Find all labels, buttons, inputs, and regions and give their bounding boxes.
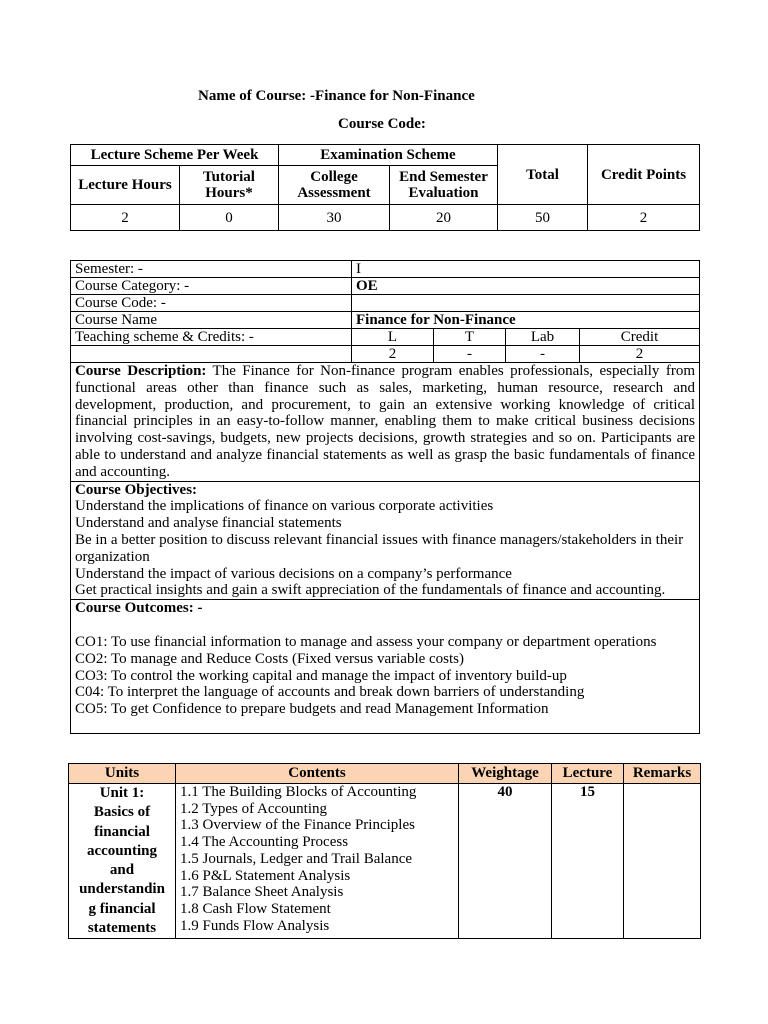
objective-item: Understand the implications of finance on various corporate activities	[75, 498, 494, 515]
course-name-label: Course Name	[71, 312, 352, 329]
weightage-header: Weightage	[459, 764, 552, 784]
teaching-scheme-label: Teaching scheme & Credits: -	[71, 329, 352, 346]
unit-title-line: financial	[94, 823, 150, 840]
outcomes-label: Course Outcomes: -	[75, 600, 203, 617]
unit-1-lecture: 15	[552, 784, 624, 939]
unit-1-weightage: 40	[459, 784, 552, 939]
objective-item: Understand and analyse financial statements	[75, 515, 342, 532]
end-semester-header: End Semester Evaluation	[390, 166, 498, 205]
content-item: 1.7 Balance Sheet Analysis	[180, 884, 344, 901]
lecture-hours-value: 2	[71, 205, 180, 231]
remarks-header: Remarks	[624, 764, 701, 784]
teaching-l-value: 2	[352, 346, 434, 363]
outcome-item: CO1: To use financial information to manage and assess your company or department operations	[75, 633, 657, 650]
course-description	[71, 363, 700, 482]
teaching-l-header: L	[352, 329, 434, 346]
total-value: 50	[498, 205, 588, 231]
unit-1-title	[69, 784, 176, 939]
scheme-table	[70, 144, 700, 231]
course-code-heading: Course Code:	[338, 116, 426, 132]
semester-value: I	[352, 261, 700, 278]
teaching-lab-value: -	[506, 346, 580, 363]
unit-title-line: Basics of	[93, 804, 151, 821]
content-item: 1.3 Overview of the Finance Principles	[180, 817, 415, 834]
teaching-t-value: -	[434, 346, 506, 363]
unit-1-remarks	[624, 784, 701, 939]
objectives-label: Course Objectives:	[75, 481, 198, 498]
end-semester-value: 20	[390, 205, 498, 231]
college-assessment-header: College Assessment	[279, 166, 390, 205]
category-value: OE	[352, 278, 700, 295]
content-item: 1.4 The Accounting Process	[180, 834, 349, 851]
outcome-item: CO5: To get Confidence to prepare budgets and read Management Information	[75, 701, 549, 718]
college-assessment-value: 30	[279, 205, 390, 231]
course-code-label: Course Code: -	[71, 295, 352, 312]
objective-item: Be in a better position to discuss relevant financial issues with finance managers/stakeholders in their organization	[75, 531, 684, 565]
objective-item: Get practical insights and gain a swift appreciation of the fundamentals of finance and accounting.	[75, 582, 666, 599]
credit-points-value: 2	[588, 205, 700, 231]
content-item: 1.8 Cash Flow Statement	[180, 900, 331, 917]
unit-title-line: Unit 1:	[99, 785, 145, 801]
teaching-blank-cell	[71, 346, 352, 363]
course-objectives	[71, 481, 700, 600]
content-item: 1.1 The Building Blocks of Accounting	[180, 784, 417, 800]
teaching-lab-header: Lab	[506, 329, 580, 346]
course-info-table	[70, 260, 700, 734]
content-item: 1.6 P&L Statement Analysis	[180, 867, 351, 884]
content-item: 1.5 Journals, Ledger and Trail Balance	[180, 850, 413, 867]
unit-title-line: statements	[87, 920, 157, 937]
lecture-hours-header: Lecture Hours	[71, 166, 180, 205]
total-header: Total	[498, 145, 588, 205]
lecture-header: Lecture	[552, 764, 624, 784]
course-outcomes	[71, 600, 700, 734]
outcome-item: C04: To interpret the language of accounts and break down barriers of understanding	[75, 684, 585, 701]
credit-points-header: Credit Points	[588, 145, 700, 205]
course-name-heading: Name of Course: -Finance for Non-Finance	[198, 88, 475, 104]
teaching-credit-header: Credit	[580, 329, 700, 346]
category-label: Course Category: -	[71, 278, 352, 295]
teaching-t-header: T	[434, 329, 506, 346]
tutorial-hours-header: Tutorial Hours*	[180, 166, 279, 205]
unit-title-line: understandin	[79, 881, 165, 898]
unit-title-line: g financial	[88, 900, 156, 917]
units-header: Units	[69, 764, 176, 784]
content-item: 1.2 Types of Accounting	[180, 800, 327, 817]
unit-1-contents	[176, 784, 459, 939]
content-item: 1.9 Funds Flow Analysis	[180, 917, 330, 934]
unit-title-line: accounting	[86, 842, 157, 859]
tutorial-hours-value: 0	[180, 205, 279, 231]
description-text: The Finance for Non-finance program enables professionals, especially from functional areas other than finance such as sales, marketing, human resource, research and development, production, and procurement, to gain an extensive working knowledge of critical financial principles in an easy-to-follow manner, enabling them to make critical business decisions involving cost-savings, budgets, new projects decisions, growth strategies and so on. Participants are able to understand and analyze financial statements as well as grasp the basic fundamentals of finance and accounting.	[75, 363, 695, 480]
contents-header: Contents	[176, 764, 459, 784]
semester-label: Semester: -	[71, 261, 352, 278]
unit-title-line: and	[109, 862, 135, 879]
description-label: Course Description:	[75, 363, 207, 379]
course-code-value	[352, 295, 700, 312]
outcome-item: CO2: To manage and Reduce Costs (Fixed versus variable costs)	[75, 650, 465, 667]
course-name-value: Finance for Non-Finance	[352, 312, 700, 329]
units-table	[68, 763, 701, 939]
outcome-item: CO3: To control the working capital and manage the impact of inventory build-up	[75, 667, 567, 684]
teaching-credit-value: 2	[580, 346, 700, 363]
objective-item: Understand the impact of various decisions on a company’s performance	[75, 565, 512, 582]
lecture-scheme-header: Lecture Scheme Per Week	[71, 145, 279, 166]
exam-scheme-header: Examination Scheme	[279, 145, 498, 166]
